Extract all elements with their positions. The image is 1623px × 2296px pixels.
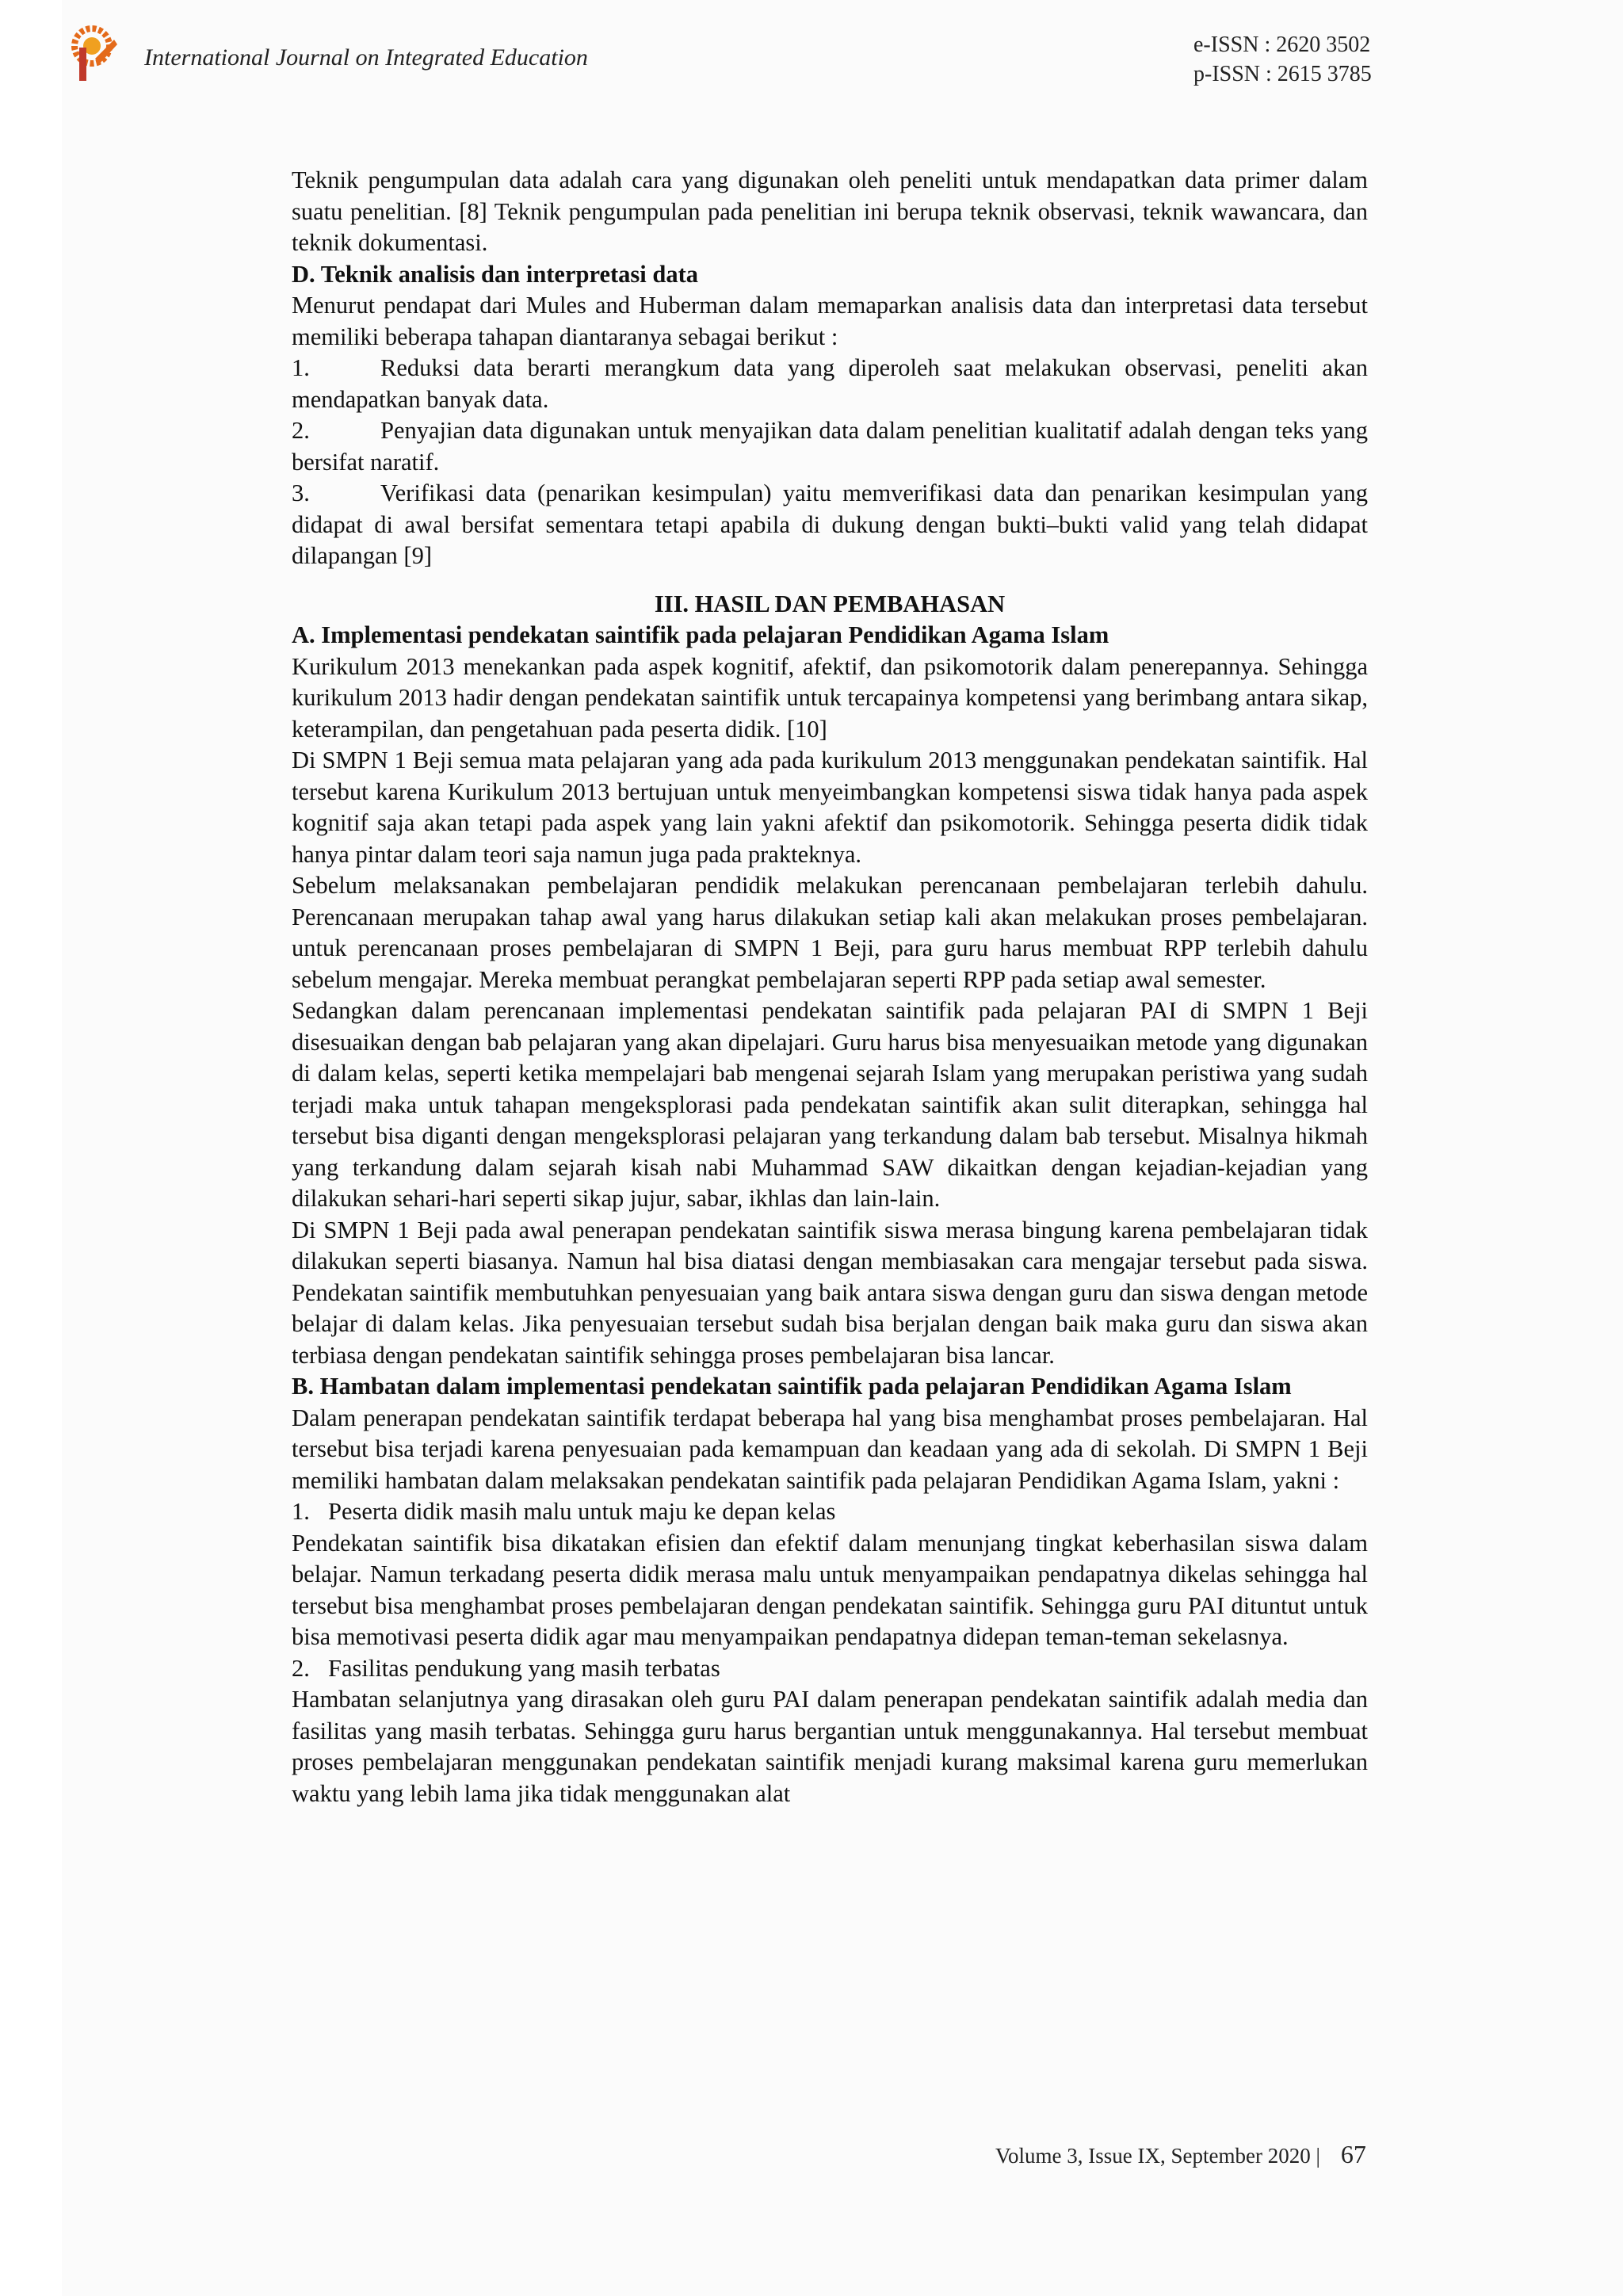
item-text: Reduksi data berarti merangkum data yang diperoleh saat melakukan observasi, peneliti akan mendapatkan banyak data. xyxy=(292,354,1368,413)
item-text: Verifikasi data (penarikan kesimpulan) yaitu memverifikasi data dan penarikan kesimpulan yang didapat di awal bersifat sementara tetapi apabila di dukung dengan bukti–bukti valid yang telah didapat dilapangan [9] xyxy=(292,479,1368,569)
paragraph: Hambatan selanjutnya yang dirasakan oleh guru PAI dalam penerapan pendekatan saintifik adalah media dan fasilitas yang masih terbatas. Sehingga guru harus bergantian untuk menggunakannya. Hal tersebut membuat proses pembelajaran menggunakan pendekatan saintifik menjadi kurang maksimal karena guru memerlukan waktu yang lebih lama jika tidak menggunakan alat xyxy=(292,1686,1368,1807)
numbered-item xyxy=(292,353,1368,415)
item-number: 1. xyxy=(292,1498,310,1525)
article-body xyxy=(292,165,1368,1809)
page-footer xyxy=(995,2140,1366,2169)
numbered-item xyxy=(292,415,1368,478)
paragraph: Pendekatan saintifik bisa dikatakan efisien dan efektif dalam menunjang tingkat keberhasilan siswa dalam belajar. Namun terkadang peserta didik merasa malu untuk menyampaikan pendapatnya dikelas sehingga hal tersebut bisa menghambat proses pembelajaran dengan pendekatan saintifik. Sehingga guru PAI dituntut untuk bisa memotivasi peserta didik agar mau menyampaikan pendapatnya didepan teman-teman sekelasnya. xyxy=(292,1529,1368,1650)
volume-info: Volume 3, Issue IX, September 2020 | xyxy=(995,2144,1320,2168)
section-heading: B. Hambatan dalam implementasi pendekatan saintifik pada pelajaran Pendidikan Agama Islam xyxy=(292,1373,1292,1400)
journal-logo-icon xyxy=(68,24,120,84)
eissn: e-ISSN : 2620 3502 xyxy=(1193,32,1371,57)
section-heading: D. Teknik analisis dan interpretasi data xyxy=(292,260,698,288)
page-number: 67 xyxy=(1340,2140,1366,2168)
pissn: p-ISSN : 2615 3785 xyxy=(1193,62,1372,86)
paragraph: Sedangkan dalam perencanaan implementasi pendekatan saintifik pada pelajaran PAI di SMPN 1 Beji disesuaikan dengan bab pelajaran yang akan dipelajari. Guru harus bisa menyesuaikan metode yang digunakan di dalam kelas, seperti ketika mempelajari bab mengenai sejarah Islam yang merupakan peristiwa yang sudah terjadi maka untuk tahapan mengeksplorasi pada pendekatan saintifik akan sulit diterapkan, sehingga hal tersebut bisa diganti dengan mengeksplorasi pelajaran yang terkandung dalam bab tersebut. Misalnya hikmah yang terkandung dalam sejarah kisah nabi Muhammad SAW dikaitkan dengan kejadian-kejadian yang dilakukan sehari-hari seperti sikap jujur, sabar, ikhlas dan lain-lain. xyxy=(292,997,1368,1212)
section-heading: A. Implementasi pendekatan saintifik pada pelajaran Pendidikan Agama Islam xyxy=(292,621,1109,648)
paragraph: Dalam penerapan pendekatan saintifik terdapat beberapa hal yang bisa menghambat proses pembelajaran. Hal tersebut bisa terjadi karena penyesuaian pada kemampuan dan keadaan yang ada di sekolah. Di SMPN 1 Beji memiliki hambatan dalam melaksakan pendekatan saintifik pada pelajaran Pendidikan Agama Islam, yakni : xyxy=(292,1404,1368,1494)
item-number: 2. xyxy=(292,1654,310,1682)
paragraph: Teknik pengumpulan data adalah cara yang digunakan oleh peneliti untuk mendapatkan data primer dalam suatu penelitian. [8] Teknik pengumpulan pada penelitian ini berupa teknik observasi, teknik wawancara, dan teknik dokumentasi. xyxy=(292,166,1368,256)
item-text: Peserta didik masih malu untuk maju ke depan kelas xyxy=(328,1498,836,1525)
issn-block xyxy=(1193,30,1372,89)
item-number: 2. xyxy=(292,417,310,444)
item-text: Fasilitas pendukung yang masih terbatas xyxy=(328,1654,720,1682)
item-text: Penyajian data digunakan untuk menyajikan data dalam penelitian kualitatif adalah dengan teks yang bersifat naratif. xyxy=(292,417,1368,476)
paragraph: Di SMPN 1 Beji pada awal penerapan pendekatan saintifik siswa merasa bingung karena pembelajaran tidak dilakukan seperti biasanya. Namun hal bisa diatasi dengan membiasakan cara mengajar tersebut pada siswa. Pendekatan saintifik membutuhkan penyesuaian yang baik antara siswa dengan guru dan siswa dengan metode belajar di dalam kelas. Jika penyesuaian tersebut sudah bisa berjalan dengan baik maka guru dan siswa akan terbiasa dengan pendekatan saintifik sehingga proses pembelajaran bisa lancar. xyxy=(292,1216,1368,1369)
numbered-item xyxy=(292,1653,1368,1685)
journal-name: International Journal on Integrated Education xyxy=(144,44,588,71)
item-number: 1. xyxy=(292,354,310,381)
paragraph: Sebelum melaksanakan pembelajaran pendidik melakukan perencanaan pembelajaran terlebih dahulu. Perencanaan merupakan tahap awal yang harus dilakukan setiap kali akan melakukan proses pembelajaran. untuk perencanaan proses pembelajaran di SMPN 1 Beji, para guru harus membuat RPP terlebih dahulu sebelum mengajar. Mereka membuat perangkat pembelajaran seperti RPP pada setiap awal semester. xyxy=(292,872,1368,993)
numbered-item xyxy=(292,1496,1368,1528)
numbered-item xyxy=(292,478,1368,572)
page-header xyxy=(0,0,1623,111)
item-number: 3. xyxy=(292,479,310,506)
chapter-heading: III. HASIL DAN PEMBAHASAN xyxy=(654,590,1006,617)
paragraph: Kurikulum 2013 menekankan pada aspek kognitif, afektif, dan psikomotorik dalam penerepannya. Sehingga kurikulum 2013 hadir dengan pendekatan saintifik untuk tercapainya kompetensi yang berimbang antara sikap, keterampilan, dan pengetahuan pada peserta didik. [10] xyxy=(292,652,1368,743)
paragraph: Di SMPN 1 Beji semua mata pelajaran yang ada pada kurikulum 2013 menggunakan pendekatan saintifik. Hal tersebut karena Kurikulum 2013 bertujuan untuk menyeimbangkan kompetensi siswa tidak hanya pada aspek kognitif saja akan tetapi pada aspek yang lain yakni afektif dan psikomotorik. Sehingga peserta didik tidak hanya pintar dalam teori saja namun juga pada prakteknya. xyxy=(292,747,1368,868)
paragraph: Menurut pendapat dari Mules and Huberman dalam memaparkan analisis data dan interpretasi data tersebut memiliki beberapa tahapan diantaranya sebagai berikut : xyxy=(292,292,1368,350)
